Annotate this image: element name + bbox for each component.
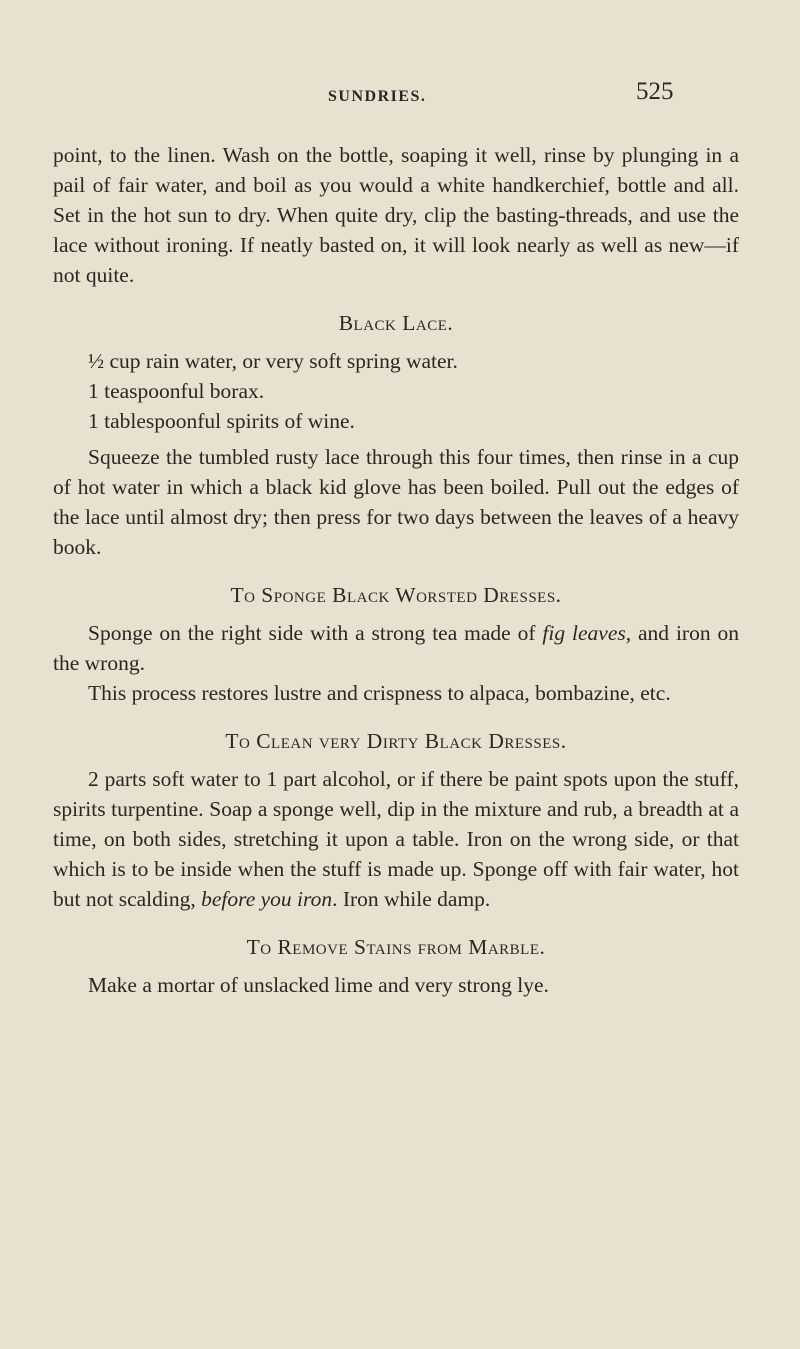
ingredient-item: 1 tablespoonful spirits of wine. (88, 409, 355, 433)
section-title-black-lace: Black Lace. (338, 311, 454, 335)
text-run: 2 parts soft water to 1 part alcohol, or if there be paint spots upon the stuff, spirits turpentine. Soap a sponge well, dip in the mixture and rub, a breadth at a time, on both sides, stretching it upon a table. Iron on the wrong side, or that which is to be inside when the stuff is made up. Sponge off with fair water, hot but not scalding, (53, 767, 739, 911)
section-stains-marble (53, 932, 739, 1000)
running-head: SUNDRIES. (328, 88, 427, 105)
italic-phrase: before you iron (201, 887, 333, 911)
stains-marble-instructions: Make a mortar of unslacked lime and very strong lye. (88, 973, 549, 997)
ingredient-list (53, 346, 739, 436)
clean-dirty-instructions (53, 764, 739, 914)
body-text (53, 140, 739, 1000)
intro-paragraph: point, to the linen. Wash on the bottle, soaping it well, rinse by plunging in a pail of fair water, and boil as you would a white handkerchief, bottle and all. Set in the hot sun to dry. When quite dry, clip the basting-threads, and use the lace without ironing. If neatly basted on, it will look nearly as well as new—if not quite. (53, 143, 739, 287)
italic-phrase: fig leaves (542, 621, 626, 645)
text-run: . Iron while damp. (332, 887, 491, 911)
section-clean-dirty (53, 726, 739, 914)
ingredient-item: ½ cup rain water, or very soft spring water. (88, 349, 458, 373)
section-title-sponge-worsted: To Sponge Black Worsted Dresses. (230, 583, 562, 607)
black-lace-instructions: Squeeze the tumbled rusty lace through this four times, then rinse in a cup of hot water in which a black kid glove has been boiled. Pull out the edges of the lace until almost dry; then press for two days between the leaves of a heavy book. (53, 445, 739, 559)
section-black-lace (53, 308, 739, 562)
sponge-worsted-note: This process restores lustre and crispness to alpaca, bombazine, etc. (88, 681, 671, 705)
section-sponge-worsted (53, 580, 739, 708)
page-header (0, 76, 800, 116)
text-run: , and iron on the wrong. (53, 621, 739, 675)
section-title-stains-marble: To Remove Stains from Marble. (246, 935, 546, 959)
ingredient-item: 1 teaspoonful borax. (88, 379, 265, 403)
section-title-clean-dirty: To Clean very Dirty Black Dresses. (225, 729, 567, 753)
page-number: 525 (636, 78, 674, 105)
sponge-worsted-instructions (53, 618, 739, 678)
text-run: Sponge on the right side with a strong tea made of (88, 621, 543, 645)
